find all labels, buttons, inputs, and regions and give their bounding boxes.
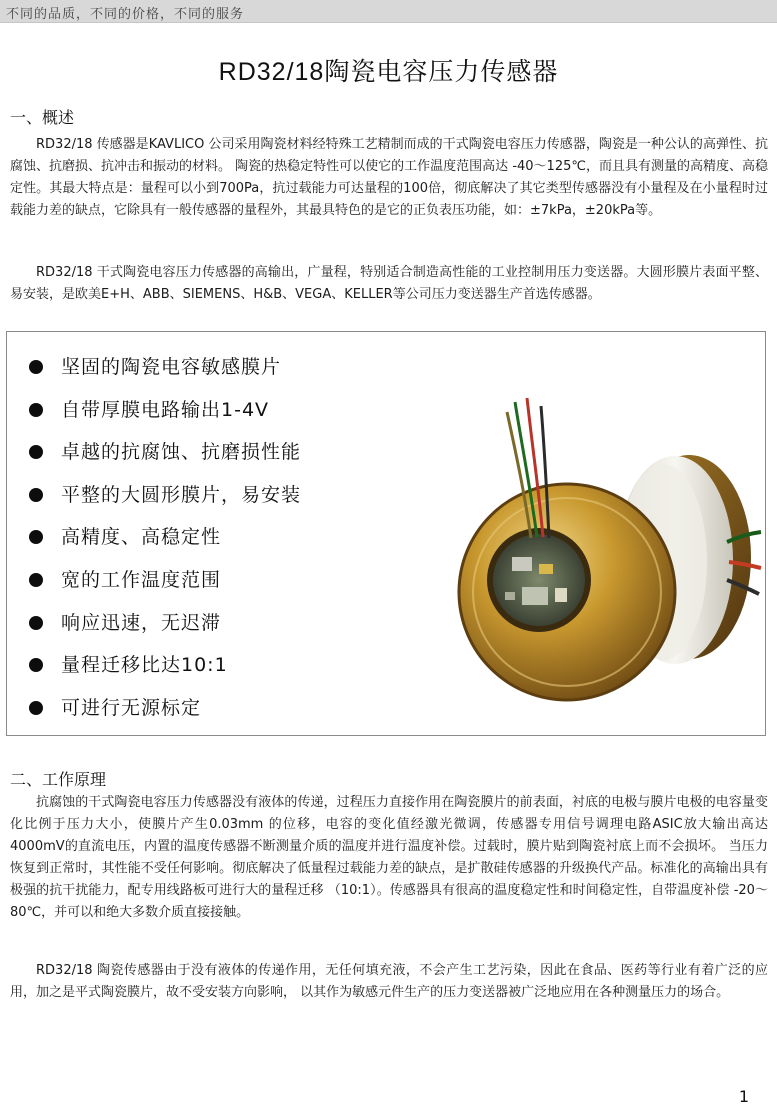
feature-item bbox=[29, 516, 301, 559]
chip-shape bbox=[539, 564, 553, 574]
page-title: RD32/18陶瓷电容压力传感器 bbox=[218, 58, 559, 86]
feature-item bbox=[29, 602, 301, 645]
section-heading-principle: 二、工作原理 bbox=[10, 770, 107, 789]
principle-paragraph-1: 抗腐蚀的干式陶瓷电容压力传感器没有液体的传递，过程压力直接作用在陶瓷膜片的前表面，衬底的电极与膜片电极的电容量变化比例于压力大小，使膜片产生0.03mm 的位移，电容的变化值经激光微调，传感器专用信号调理电路ASIC放大输出高达 4000mV的直流电压，内置的温度传感器不断测量介质的温度并进行温度补偿。过载时，膜片贴到陶瓷衬底上而不会损坏。 当压力恢复到正常时，其性能不受任何影响。彻底解决了低量程过载能力差的缺点，是扩散硅传感器的升级换代产品。标准化的高输出具有极强的抗干扰能力，配专用线路板可进行大的量程迁移 （10:1）。传感器具有很高的温度稳定性和时间稳定性，自带温度补偿 -20～80℃，并可以和绝大多数介质直接接触。 bbox=[10, 795, 768, 920]
feature-text: 宽的工作温度范围 bbox=[61, 568, 222, 591]
bullet-icon bbox=[29, 616, 43, 630]
feature-item bbox=[29, 389, 301, 432]
bullet-icon bbox=[29, 701, 43, 715]
bullet-icon bbox=[29, 530, 43, 544]
feature-item bbox=[29, 474, 301, 517]
bullet-icon bbox=[29, 403, 43, 417]
bullet-icon bbox=[29, 488, 43, 502]
feature-item bbox=[29, 346, 301, 389]
feature-text: 平整的大圆形膜片，易安装 bbox=[61, 483, 302, 506]
feature-text: 高精度、高稳定性 bbox=[61, 526, 222, 549]
bullet-icon bbox=[29, 445, 43, 459]
feature-item bbox=[29, 559, 301, 602]
sensor-photo bbox=[427, 392, 766, 712]
feature-text: 卓越的抗腐蚀、抗磨损性能 bbox=[61, 441, 302, 464]
overview-paragraph-1: RD32/18 传感器是KAVLICO 公司采用陶瓷材料经特殊工艺精制而成的干式陶瓷电容压力传感器，陶瓷是一种公认的高弹性、抗腐蚀、抗磨损、抗冲击和振动的材料。 陶瓷的热稳定特性可以使它的工作温度范围高达 -40～125℃，而且具有测量的高精度、高稳定性。其最大特点是：量程可以小到700Pa，抗过载能力可达量程的100倍，彻底解决了其它类型传感器没有小量程及在小量程时过载能力差的缺点，它除具有一般传感器的量程外，其最具特色的是它的正负表压功能，如：±7kPa，±20kPa等。 bbox=[10, 137, 768, 218]
overview-paragraph-2: RD32/18 干式陶瓷电容压力传感器的高输出，广量程，特别适合制造高性能的工业控制用压力变送器。大圆形膜片表面平整、易安装，是欧美E+H、ABB、SIEMENS、H&B、VEGA、KELLER等公司压力变送器生产首选传感器。 bbox=[10, 265, 768, 302]
chip-shape bbox=[505, 592, 515, 600]
feature-text: 响应迅速，无迟滞 bbox=[61, 611, 222, 634]
chip-shape bbox=[512, 557, 532, 571]
header-bar bbox=[0, 0, 777, 23]
page-number: 1 bbox=[738, 1087, 749, 1106]
feature-item bbox=[29, 431, 301, 474]
feature-text: 坚固的陶瓷电容敏感膜片 bbox=[61, 356, 282, 378]
feature-text: 量程迁移比达10:1 bbox=[61, 654, 228, 677]
feature-text: 自带厚膜电路输出1-4V bbox=[61, 398, 270, 421]
bullet-icon bbox=[29, 658, 43, 672]
circuit-board-shape bbox=[493, 534, 585, 626]
feature-item bbox=[29, 644, 301, 687]
chip-shape bbox=[522, 587, 548, 605]
header-slogan: 不同的品质，不同的价格，不同的服务 bbox=[6, 7, 245, 22]
feature-box bbox=[6, 331, 766, 736]
principle-paragraph-2: RD32/18 陶瓷传感器由于没有液体的传递作用，无任何填充液，不会产生工艺污染，因此在食品、医药等行业有着广泛的应用，加之是平式陶瓷膜片，故不受安装方向影响， 以其作为敏感元件生产的压力变送器被广泛地应用在各种测量压力的场合。 bbox=[10, 963, 768, 1000]
feature-text: 可进行无源标定 bbox=[61, 696, 202, 719]
feature-list bbox=[29, 346, 301, 729]
section-heading-overview: 一、概述 bbox=[10, 108, 75, 127]
feature-item bbox=[29, 687, 301, 730]
bullet-icon bbox=[29, 573, 43, 587]
chip-shape bbox=[555, 588, 567, 602]
bullet-icon bbox=[29, 360, 43, 374]
